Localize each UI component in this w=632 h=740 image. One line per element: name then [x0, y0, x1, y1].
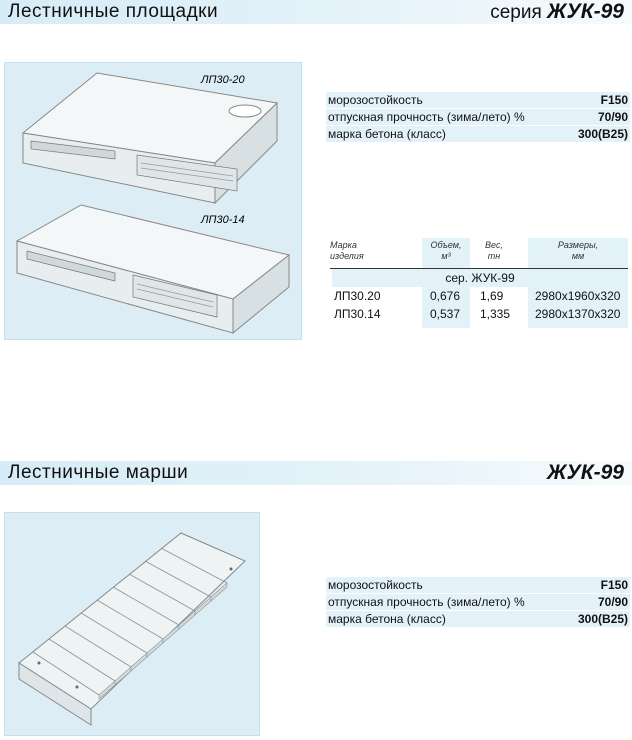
property-value: F150: [600, 578, 628, 592]
label-lp30-14: ЛП30-14: [201, 214, 245, 226]
property-row: [326, 92, 630, 109]
table-series-row: сер. ЖУК-99: [332, 269, 628, 287]
property-row: [326, 109, 630, 126]
cell-volume: 0,537: [430, 307, 461, 321]
property-label: марка бетона (класс): [328, 127, 446, 141]
property-row: [326, 611, 630, 628]
slab-lp30-14: [17, 205, 289, 333]
property-label: отпускная прочность (зима/лето) %: [328, 110, 525, 124]
stair-flight-drawing: [5, 513, 259, 735]
section2-series: [547, 461, 624, 485]
property-row: [326, 126, 630, 143]
property-label: морозостойкость: [328, 578, 423, 592]
property-value: 70/90: [597, 110, 628, 124]
property-row: [326, 594, 630, 611]
cell-size: 2980х1960х320: [535, 289, 621, 303]
property-value: 300(B25): [577, 612, 628, 626]
products-table: [330, 238, 628, 323]
property-label: морозостойкость: [328, 93, 423, 107]
cell-mark: ЛП30.20: [334, 289, 381, 303]
property-value: F150: [600, 93, 628, 107]
label-lp30-20: ЛП30-20: [201, 74, 245, 86]
header-mark: Марка изделия: [330, 240, 364, 261]
section1-header: [0, 0, 632, 24]
cell-mark: ЛП30.14: [334, 307, 381, 321]
section1-title: Лестничные площадки: [8, 1, 219, 22]
property-label: марка бетона (класс): [328, 612, 446, 626]
series-name: ЖУК-99: [547, 461, 624, 484]
section2-header: [0, 461, 632, 485]
table-row: [330, 287, 628, 305]
header-size: Размеры, мм: [557, 240, 599, 261]
series-prefix: серия: [490, 2, 542, 23]
property-label: отпускная прочность (зима/лето) %: [328, 595, 525, 609]
property-value: 70/90: [597, 595, 628, 609]
property-row: [326, 577, 630, 594]
section1-series: [490, 0, 624, 24]
stair-flight-illustration: [4, 512, 260, 736]
section2-properties: [326, 577, 630, 628]
property-value: 300(B25): [577, 127, 628, 141]
series-name: ЖУК-99: [547, 0, 624, 23]
section2-title: Лестничные марши: [8, 462, 189, 483]
slab-lp30-20: [23, 73, 277, 203]
cell-weight: 1,335: [480, 307, 511, 321]
landing-slabs-illustration: [4, 62, 302, 340]
header-weight: Вес, тн: [485, 240, 503, 261]
header-volume: Объем, м³: [430, 240, 462, 261]
table-header: [330, 238, 628, 269]
table-row: [330, 305, 628, 323]
cell-size: 2980х1370х320: [535, 307, 621, 321]
cell-weight: 1,69: [480, 289, 504, 303]
cell-volume: 0,676: [430, 289, 461, 303]
section1-properties: [326, 92, 630, 143]
